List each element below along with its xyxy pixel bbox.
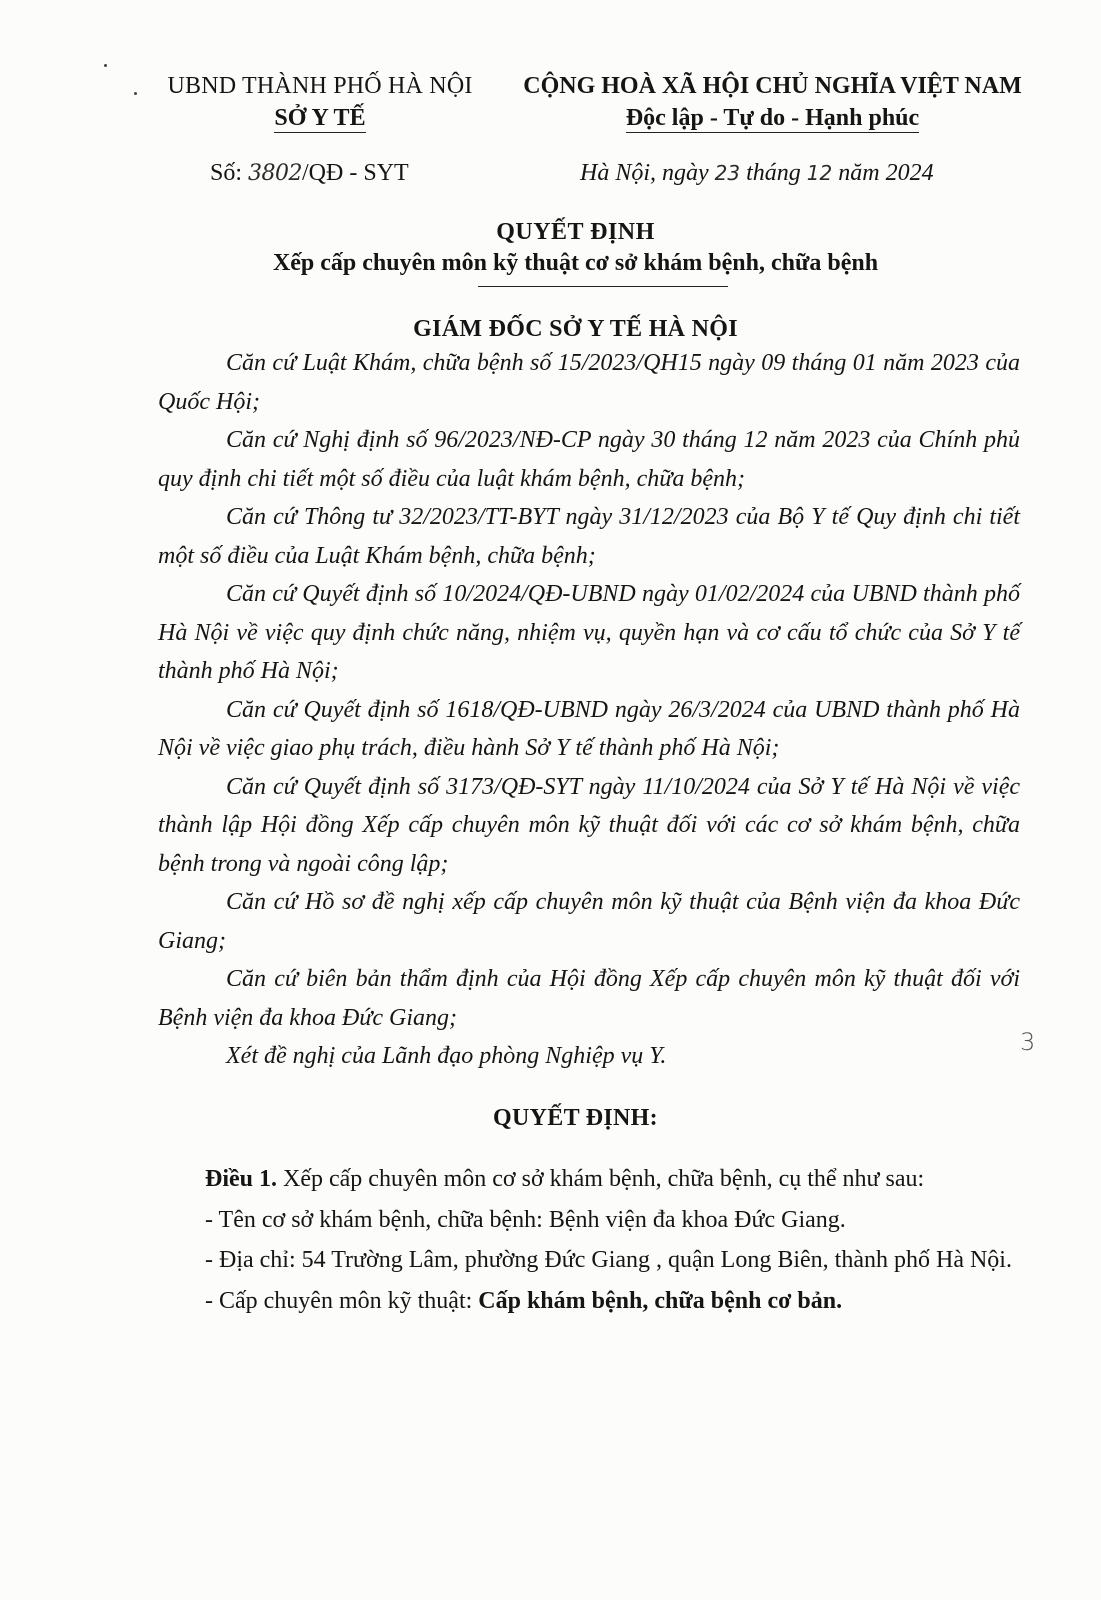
legal-basis-item: Căn cứ Hồ sơ đề nghị xếp cấp chuyên môn kỹ thuật của Bệnh viện đa khoa Đức Giang; — [158, 889, 1020, 954]
scan-speck — [134, 92, 137, 95]
document-subject: Xếp cấp chuyên môn kỹ thuật cơ sở khám bệnh, chữa bệnh — [272, 250, 879, 276]
legal-basis-item: Căn cứ Quyết định số 10/2024/QĐ-UBND ngày 01/02/2024 của UBND thành phố Hà Nội về việc quy định chức năng, nhiệm vụ, quyền hạn và cơ cấu tổ chức của Sở Y tế thành phố Hà Nội; — [158, 581, 1020, 684]
margin-page-mark: 3 — [1020, 1028, 1036, 1056]
article-1 — [150, 1160, 1020, 1322]
legal-basis-item: Căn cứ Quyết định số 1618/QĐ-UBND ngày 26/3/2024 của UBND thành phố Hà Nội về việc giao phụ trách, điều hành Sở Y tế thành phố Hà Nội; — [158, 696, 1020, 761]
facility-address-line: - Địa chỉ: 54 Trường Lâm, phường Đức Giang , quận Long Biên, thành phố Hà Nội. — [205, 1247, 1012, 1273]
issuing-agency-block — [140, 70, 500, 133]
scan-speck — [104, 64, 107, 67]
legal-basis-item: Xét đề nghị của Lãnh đạo phòng Nghiệp vụ Y. — [226, 1043, 667, 1069]
department-name: SỞ Y TẾ — [274, 105, 366, 131]
document-title: QUYẾT ĐỊNH — [496, 219, 655, 245]
date-line — [580, 160, 934, 187]
legal-basis-item: Căn cứ Thông tư 32/2023/TT-BYT ngày 31/12/2023 của Bộ Y tế Quy định chi tiết một số điều của Luật Khám bệnh, chữa bệnh; — [158, 504, 1020, 569]
issuing-authority: GIÁM ĐỐC SỞ Y TẾ HÀ NỘI — [413, 316, 738, 342]
legal-basis-item: Căn cứ Nghị định số 96/2023/NĐ-CP ngày 30 tháng 12 năm 2023 của Chính phủ quy định chi tiết một số điều của luật khám bệnh, chữa bệnh; — [158, 427, 1020, 492]
date-place-day: Hà Nội, ngày — [580, 160, 709, 186]
document-number-suffix: /QĐ - SYT — [302, 160, 409, 186]
handwritten-number: 3802 — [248, 161, 303, 186]
legal-basis-item: Căn cứ biên bản thẩm định của Hội đồng Xếp cấp chuyên môn kỹ thuật đối với Bệnh viện đa khoa Đức Giang; — [158, 966, 1020, 1031]
technical-level-value: Cấp khám bệnh, chữa bệnh cơ bản. — [478, 1287, 843, 1314]
motto: Độc lập - Tự do - Hạnh phúc — [625, 105, 920, 131]
handwritten-day: 23 — [714, 161, 741, 185]
legal-bases — [158, 344, 1020, 1076]
decision-heading: QUYẾT ĐỊNH: — [493, 1105, 658, 1131]
article-1-text: Xếp cấp chuyên môn cơ sở khám bệnh, chữa bệnh, cụ thể như sau: — [277, 1166, 925, 1192]
date-year: năm 2024 — [838, 160, 934, 186]
subject-underline — [478, 286, 728, 287]
date-month-label: tháng — [746, 160, 801, 186]
handwritten-month: 12 — [806, 161, 833, 185]
nation-name: CỘNG HOÀ XÃ HỘI CHỦ NGHĨA VIỆT NAM — [523, 73, 1022, 99]
document-number-prefix: Số: — [210, 160, 249, 186]
legal-basis-item: Căn cứ Luật Khám, chữa bệnh số 15/2023/QH15 ngày 09 tháng 01 năm 2023 của Quốc Hội; — [158, 350, 1020, 415]
technical-level-line — [150, 1282, 1020, 1321]
technical-level-label: - Cấp chuyên môn kỹ thuật: — [205, 1287, 479, 1314]
national-motto-block — [500, 70, 1045, 133]
article-1-intro — [150, 1160, 1020, 1199]
document-number — [210, 160, 409, 187]
article-1-label: Điều 1. — [205, 1166, 277, 1192]
agency-name: UBND THÀNH PHỐ HÀ NỘI — [167, 73, 473, 99]
facility-name-line: - Tên cơ sở khám bệnh, chữa bệnh: Bệnh viện đa khoa Đức Giang. — [205, 1206, 846, 1233]
legal-basis-item: Căn cứ Quyết định số 3173/QĐ-SYT ngày 11/10/2024 của Sở Y tế Hà Nội về việc thành lập Hội đồng Xếp cấp chuyên môn kỹ thuật đối với các cơ sở khám bệnh, chữa bệnh trong và ngoài công lập; — [158, 773, 1020, 877]
